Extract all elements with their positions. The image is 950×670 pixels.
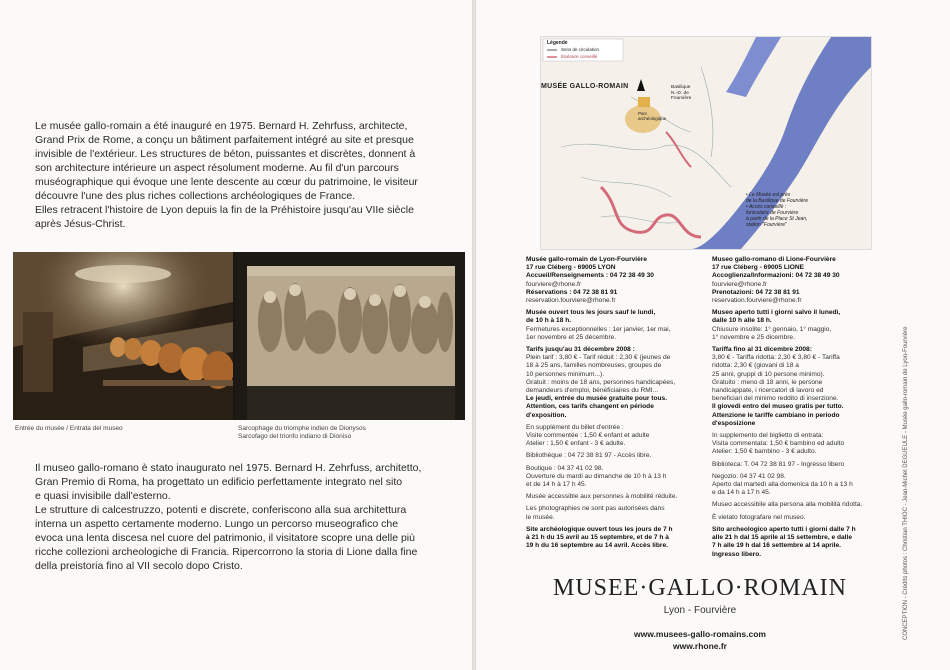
museum-location: Lyon - Fourvière [663, 605, 737, 616]
note-line: station "Fourvière" [746, 222, 787, 228]
info-line: Musée gallo-romain de Lyon-Fourvière [526, 256, 648, 263]
info-line: 17 rue Cléberg - 69005 LYON [526, 264, 616, 272]
info-line: à 21 h du 15 avril au 15 septembre, et de 7 h à [526, 534, 669, 542]
text-line: evoca una lenta discesa nel cuore del patrimonio, il visitatore scopre una delle più [35, 532, 415, 544]
website-link[interactable]: www.rhone.fr [673, 641, 727, 651]
library-block [712, 461, 897, 469]
info-line: d'exposition. [526, 411, 567, 419]
label-line: Basilique [671, 85, 691, 90]
info-line: alle 21 h dal 15 aprile al 15 settembre, e dalle [712, 534, 853, 542]
info-line: Negozio: 04 37 41 02 98. [712, 472, 786, 480]
info-line: Gratuit : moins de 18 ans, personnes handicapées, [526, 378, 676, 386]
label-line: N.-D. de [671, 90, 689, 96]
info-line: In supplemento del biglietto di entrata: [712, 432, 824, 440]
photo-credits: CONCEPTION - Crédits photos : Christian THIOC - Jean-Michel DEGUEULE - Musée gallo-romain de Lyon-Fourvière [903, 326, 909, 640]
info-line: En supplément du billet d'entrée : [526, 423, 624, 431]
info-line: 18 à 25 ans, familles nombreuses, groupes de [526, 362, 662, 370]
info-line: Accoglienza/Informazioni: 04 72 38 49 30 [712, 272, 840, 280]
info-line: 25 anni, gruppi di 10 persone minimo). [712, 370, 825, 378]
info-line: Attention, ces tarifs changent en période [526, 403, 654, 411]
info-line: Sito archeologico aperto tutti i giorni dalle 7 h [712, 525, 856, 533]
address-block [526, 256, 706, 305]
note-line: • Le Musée est près [746, 192, 791, 198]
info-line: Musée ouvert tous les jours sauf le lundi, [526, 309, 656, 317]
info-line: 1er novembre et 25 décembre. [526, 333, 617, 341]
text-line: Elles retracent l'histoire de Lyon depuis la fin de la Préhistoire jusqu'au VIIe siècle [35, 204, 414, 216]
info-line: Atelier : 1,50 € enfant - 3 € adulte. [526, 440, 626, 448]
info-line: Visite commentée : 1,50 € enfant et adulte [526, 432, 650, 440]
note-line: • Accès conseillé : [746, 204, 787, 210]
info-line: fourviere@rhone.fr [526, 280, 582, 288]
tariffs-block [526, 346, 706, 420]
text-line: Grand Prix de Rome, a conçu un bâtiment parfaitement intégré au site et presque [35, 134, 414, 146]
info-line: Aperto dal martedì alla domenica da 10 h a 13 h [712, 481, 853, 489]
text-line: son architecture intérieure un aspect résolument moderne. Au fil d'un parcours [35, 162, 399, 174]
info-line: Attenzione le tariffe cambiano in periodo [712, 411, 840, 419]
access-note [746, 192, 808, 228]
info-line: Chiusure insolite: 1° gennaio, 1° maggio, [712, 325, 832, 333]
info-line: fourviere@rhone.fr [712, 280, 768, 288]
info-line: Musée accessible aux personnes à mobilité réduite. [526, 493, 678, 501]
info-line: demandeurs d'emploi, bénéficiaires du RMI... [526, 387, 659, 395]
info-line: Réservations : 04 72 38 81 91 [526, 288, 618, 296]
french-description [35, 119, 455, 231]
info-line: dalle 10 h alle 18 h. [712, 317, 772, 325]
photo-policy-block [526, 505, 706, 521]
info-line: Gratuito : meno di 18 anni, le persone [712, 378, 823, 386]
legend-item: Itinéraire conseillé [561, 54, 598, 59]
info-italian [712, 256, 897, 563]
label-line: Parc [638, 111, 648, 116]
info-line: Le jeudi, entrée du musée gratuite pour tous. [526, 395, 668, 403]
label-line: archéologique [638, 116, 667, 121]
caption-line: Sarcophage du triomphe indien de Dionysos [238, 425, 366, 432]
legend-title: Légende [547, 40, 568, 46]
text-line: Gran Premio di Roma, ha progettato un edificio perfettamente integrato nel sito [35, 476, 403, 488]
site-block [712, 526, 897, 559]
text-line: découvre l'une des plus riches collections archéologiques de France. [35, 190, 356, 202]
opening-block [526, 309, 706, 342]
access-block [526, 493, 706, 501]
museum-map-label: MUSÉE GALLO-ROMAIN [541, 83, 629, 90]
text-line: après Jésus-Christ. [35, 218, 126, 230]
info-line: Plein tarif : 3,80 € - Tarif réduit : 2,30 € (jeunes de [526, 354, 671, 362]
site-label [638, 111, 666, 121]
info-line: Tariffa fino al 31 dicembre 2008: [712, 346, 812, 354]
info-line: e da 14 h a 17 h 45. [712, 489, 771, 497]
info-line: ridotta: 2,30 € (giovani di 18 a [712, 362, 799, 370]
info-line: de 10 h à 18 h. [526, 317, 572, 325]
entrance-caption: Entrée du musée / Entrata del museo [15, 425, 123, 432]
site-block [526, 526, 706, 551]
note-line: funiculaire de Fourvière [746, 210, 799, 216]
info-line: Ingresso libero. [712, 550, 762, 558]
info-line: Ouverture du mardi au dimanche de 10 h à 13 h [526, 472, 667, 480]
caption-line: Sarcofago del trionfo indiano di Dioniso [238, 433, 352, 440]
info-line: 1° novembre e 25 dicembre. [712, 333, 795, 341]
address-block [712, 256, 897, 305]
museum-logo-text: MUSEE·GALLO·ROMAIN [553, 575, 847, 601]
sarcophagus-photo [235, 252, 465, 420]
text-line: muséographique qui évoque une lente descente au cœur du patrimoine, le visiteur [35, 176, 418, 188]
info-line: Museo accessibile alla persona alla mobilità ridotta. [712, 501, 863, 509]
info-line: Tarifs jusqu'au 31 décembre 2008 : [526, 346, 635, 354]
text-line: ricche collezioni archeologiche di Francia. Ripercorrono la storia di Lione dalla fine [35, 546, 418, 558]
info-line: 17 rue Cléberg - 69005 LIONE [712, 264, 804, 272]
website-link[interactable]: www.musees-gallo-romains.com [634, 629, 766, 639]
note-line: à partir de la Place St Jean, [746, 216, 808, 222]
info-line: Boutique : 04 37 41 02 98. [526, 464, 604, 472]
info-line: Atelier: 1,50 € bambino - 3 € adulto. [712, 448, 817, 456]
info-line: Museo aperto tutti i giorni salvo il lunedì, [712, 309, 841, 317]
location-map [540, 36, 872, 250]
info-line: 19 h du 16 septembre au 14 avril. Accès libre. [526, 542, 668, 550]
text-line: invisible de l'extérieur. Les structures de béton, puissantes et discrètes, donnent à [35, 148, 416, 160]
info-line: Biblioteca: T. 04 72 38 81 97 - Ingresso libero [712, 460, 845, 468]
info-line: Fermetures exceptionnelles : 1er janvier, 1er mai, [526, 325, 671, 333]
shop-block [712, 473, 897, 498]
info-line: È vietato fotografare nel museo. [712, 513, 806, 521]
info-line: Prenotazioni: 04 72 38 81 91 [712, 288, 800, 296]
info-line: Les photographies ne sont pas autorisées dans [526, 505, 665, 513]
info-line: reservation.fourviere@rhone.fr [526, 297, 616, 305]
basilica-label [671, 85, 691, 102]
library-block [526, 452, 706, 460]
text-line: interna un aspetto certamente moderno. Lungo un percorso museografico che [35, 518, 399, 530]
museum-entrance-photo [13, 252, 233, 420]
legend-item: Sens de circulation [561, 47, 600, 52]
note-line: de la Basilique de Fourvière [746, 198, 808, 204]
info-line: beneficiari del minimo reddito di inserzione. [712, 395, 839, 403]
photo-policy-block [712, 514, 897, 522]
info-line: d'esposizione [712, 419, 756, 427]
tariffs-block [712, 346, 897, 428]
text-line: della preistoria fino al VII secolo dopo Cristo. [35, 560, 243, 572]
supplement-block [526, 424, 706, 449]
info-line: Il giovedì entro del museo gratis per tutto. [712, 403, 844, 411]
access-block [712, 501, 897, 509]
info-line: Bibliothèque : 04 72 38 81 97 - Accès libre. [526, 452, 652, 460]
info-line: Visita commentata: 1,50 € bambino ed adulto [712, 440, 845, 448]
info-line: reservation.fourviere@rhone.fr [712, 297, 802, 305]
info-line: handicappate, i ricercatori di lavoro ed [712, 387, 824, 395]
info-line: 3,80 € - Tariffa ridotta: 2,30 € 3,80 € - Tariffa [712, 354, 840, 362]
label-line: Fourvière [671, 96, 692, 101]
website-links [540, 628, 860, 652]
info-line: 10 personnes minimum...). [526, 370, 605, 378]
sarcophagus-caption [238, 425, 463, 441]
photo-strip [13, 252, 465, 420]
text-line: Le strutture di calcestruzzo, potenti e discrete, conferiscono alla sua architettura [35, 504, 407, 516]
supplement-block [712, 432, 897, 457]
shop-block [526, 465, 706, 490]
info-line: Accueil/Renseignements : 04 72 38 49 30 [526, 272, 654, 280]
info-line: le musée. [526, 513, 555, 521]
text-line: Il museo gallo-romano è stato inaugurato nel 1975. Bernard H. Zehrfuss, architetto, [35, 462, 422, 474]
info-line: Site archéologique ouvert tous les jours de 7 h [526, 525, 673, 533]
text-line: Le musée gallo-romain a été inauguré en 1975. Bernard H. Zehrfuss, architecte, [35, 120, 408, 132]
opening-block [712, 309, 897, 342]
info-line: 7 h alle 19 h dal 16 settembre al 14 aprile. [712, 542, 842, 550]
info-line: et de 14 h à 17 h 45. [526, 481, 587, 489]
italian-description [35, 461, 455, 573]
info-french [526, 256, 706, 555]
info-line: Museo gallo-romano di Lione-Fourvière [712, 256, 836, 263]
text-line: e quasi invisibile dall'esterno. [35, 490, 171, 502]
